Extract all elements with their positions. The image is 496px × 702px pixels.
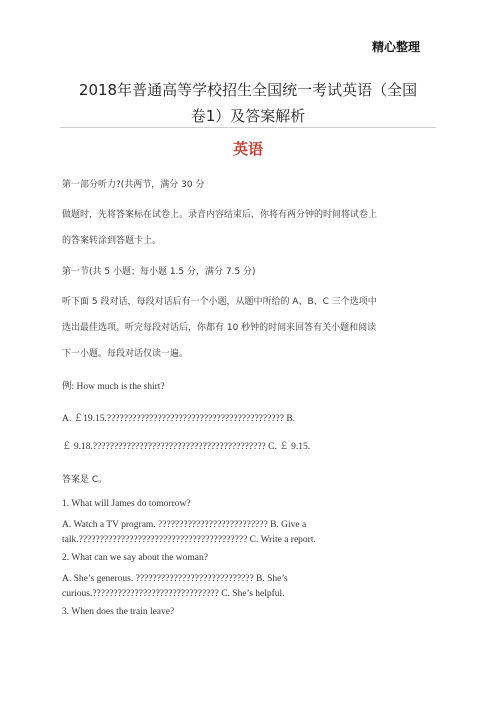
- title-divider: [60, 127, 436, 128]
- header-tag: 精心整理: [371, 40, 420, 54]
- question-3: 3. When does the train leave?: [62, 607, 175, 617]
- title-line-1: 2018年普通高等学校招生全国统一考试英语（全国: [78, 81, 418, 99]
- question-1-options-line2: talk.???????????????????????????????????????? C. Write a report.: [62, 535, 316, 545]
- question-2: 2. What can we say about the woman?: [62, 553, 208, 563]
- section1-instruction-line1: 做题时，先将答案标在试卷上。录音内容结束后，你将有两分钟的时间将试卷上: [62, 210, 378, 220]
- section1-heading: 第一部分听力?(共两节，满分 30 分: [62, 180, 205, 190]
- example-question: 例: How much is the shirt?: [62, 382, 165, 392]
- part1-instruction-line2: 选出最佳选项。听完每段对话后，你都有 10 秒钟的时间来回答有关小题和阅读: [62, 323, 377, 333]
- section1-instruction-line2: 的答案转涂到答题卡上。: [62, 236, 162, 246]
- question-2-options-line1: A. She’s generous. ???????????????????????????? B. She’s: [62, 574, 288, 584]
- question-1-options-line1: A. Watch a TV program. ?????????????????????????? B. Give a: [62, 520, 307, 530]
- question-1: 1. What will James do tomorrow?: [62, 499, 191, 509]
- part1-instruction-line1: 听下面 5 段对话，每段对话后有一个小题，从题中所给的 A、B、C 三个选项中: [62, 297, 377, 307]
- example-answer: 答案是 C。: [62, 475, 108, 485]
- question-2-options-line2: curious.?????????????????????????????? C. She’s helpful.: [62, 589, 285, 599]
- part1-instruction-line3: 下一小题。每段对话仅读一遍。: [62, 349, 189, 359]
- subject-heading: 英语: [232, 140, 263, 158]
- document-title: [60, 77, 436, 129]
- title-line-2: 卷1）及答案解析: [190, 107, 306, 125]
- part1-heading: 第一节(共 5 小题；每小题 1.5 分，满分 7.5 分): [62, 267, 256, 277]
- example-options-line2: ￡ 9.18.????????????????????????????????????????? C. ￡ 9.15.: [62, 442, 311, 452]
- example-options-line1: A. ￡19.15.?????????????????????????????????????????? B.: [62, 414, 296, 424]
